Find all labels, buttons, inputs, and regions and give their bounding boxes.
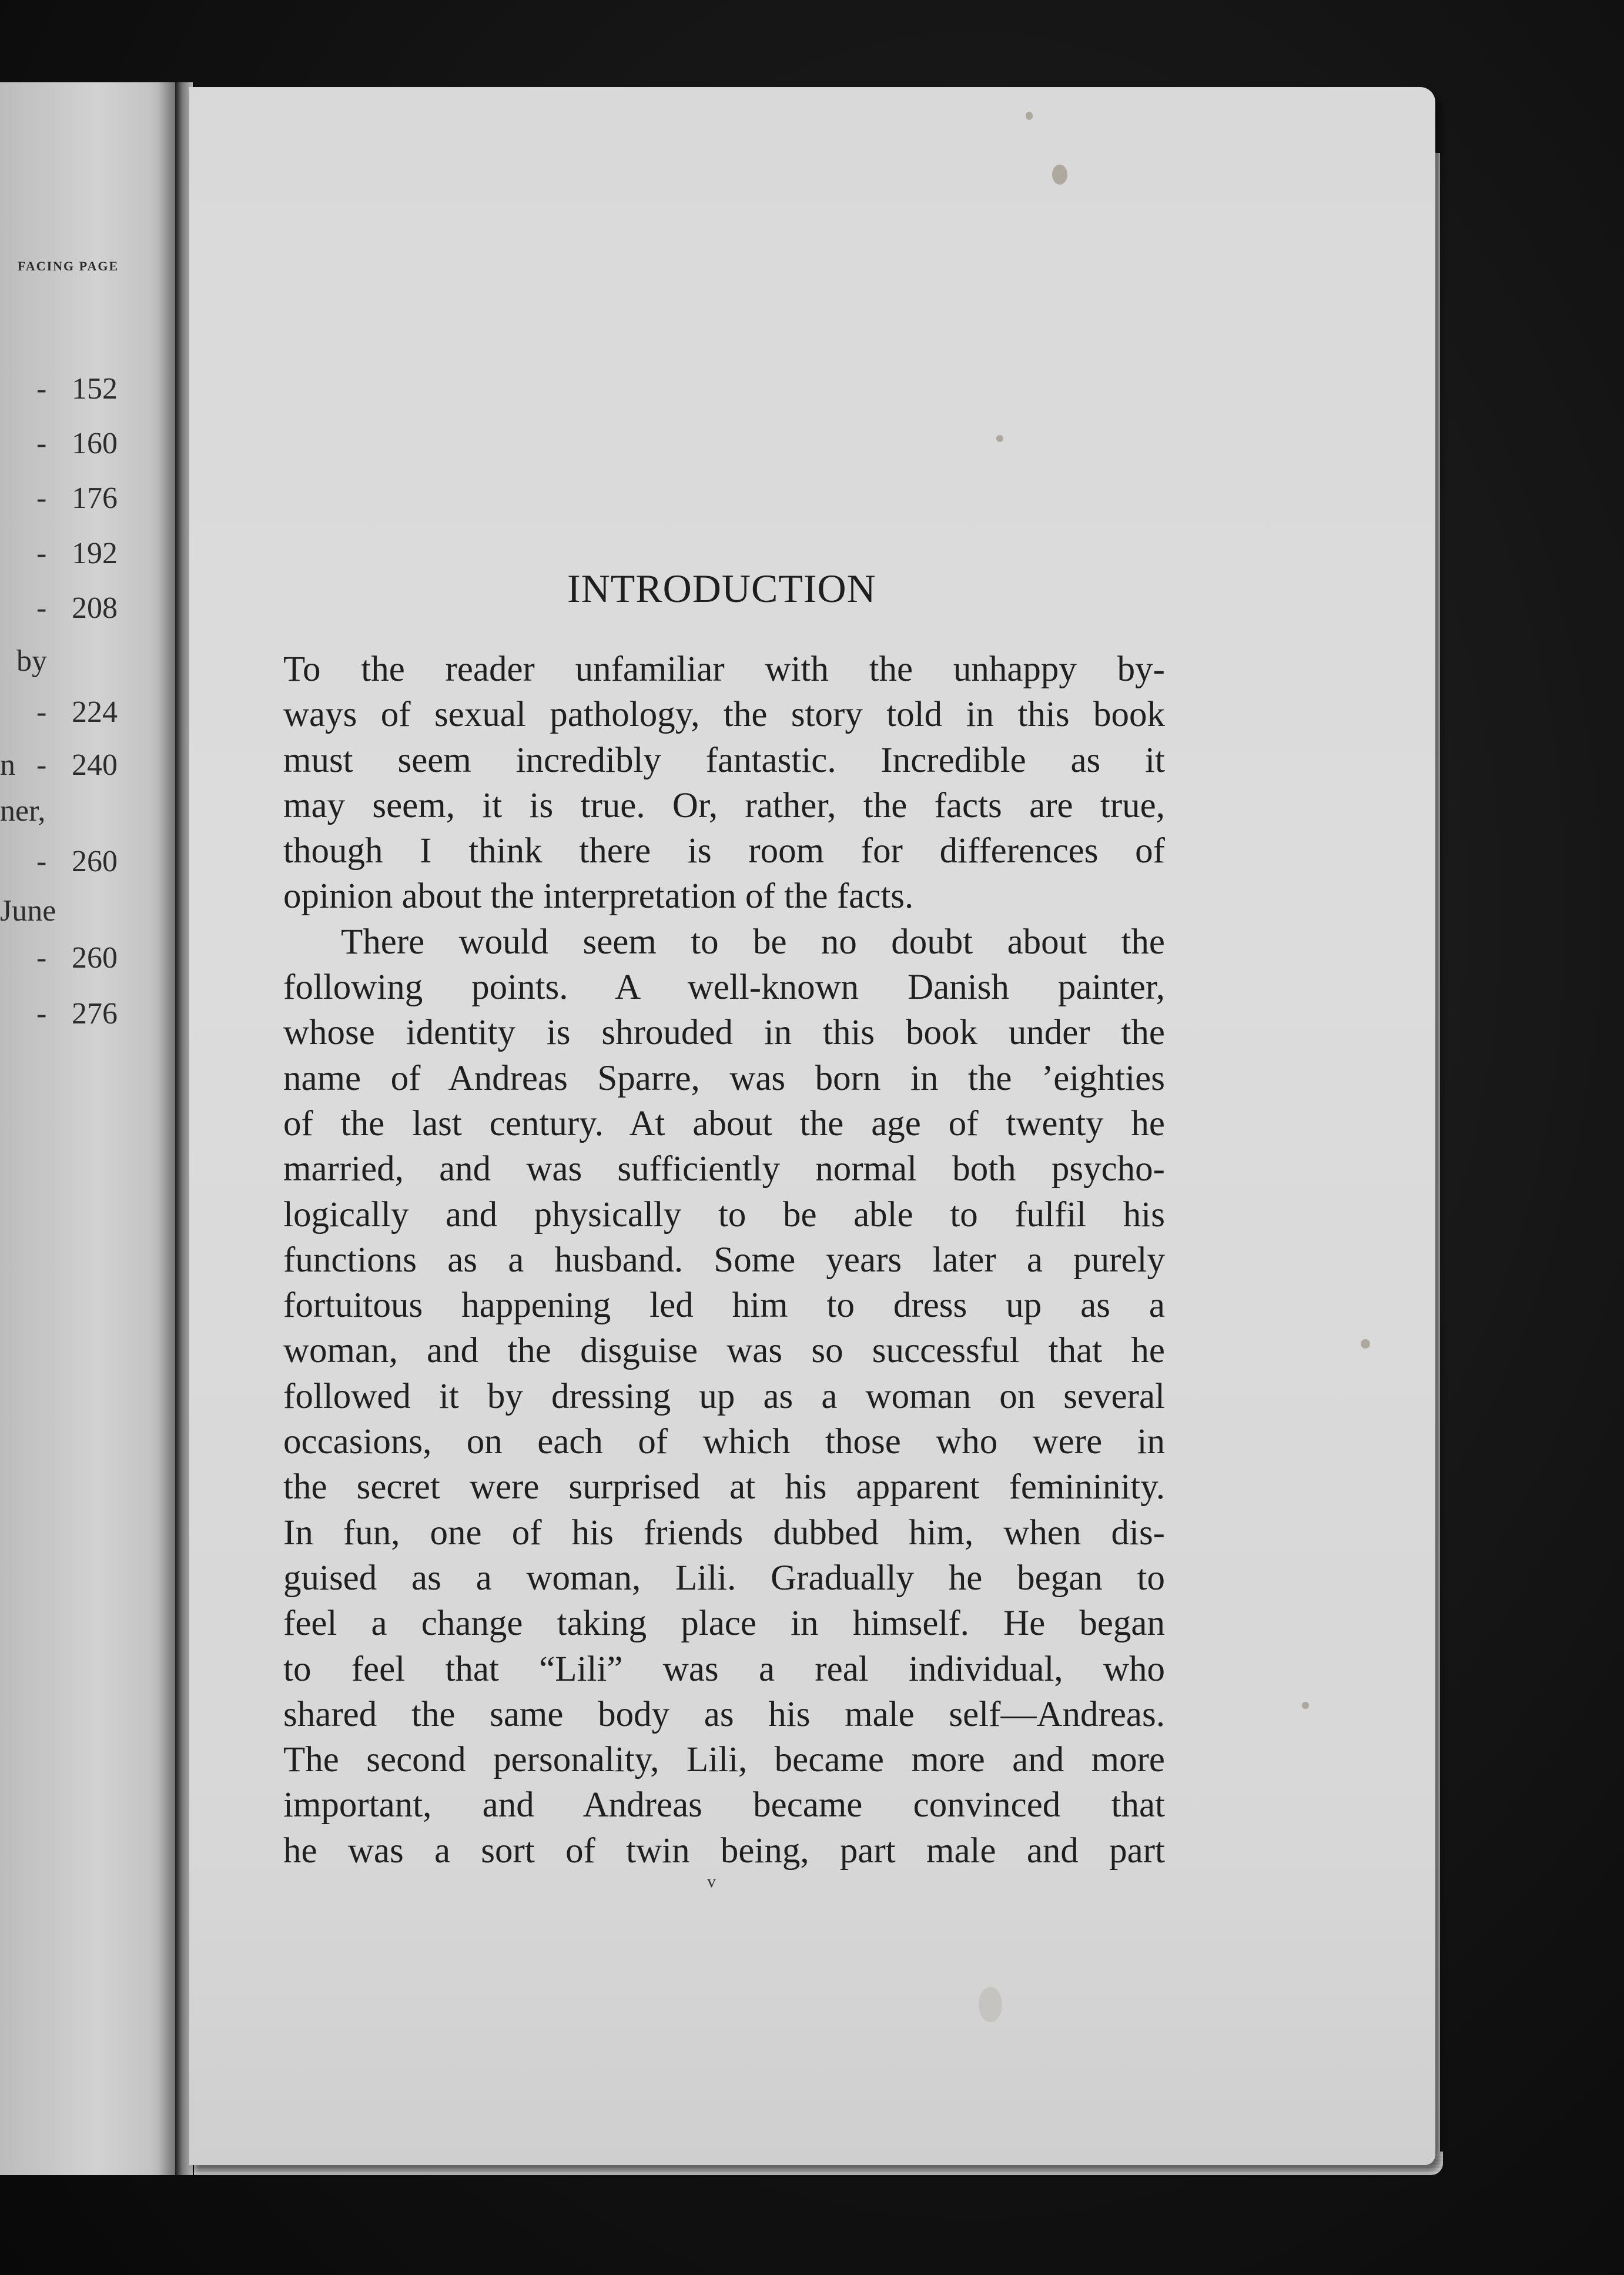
toc-leader: - bbox=[36, 537, 47, 570]
toc-leader: - bbox=[36, 591, 47, 625]
text-line: whose identity is shrouded in this book under the bbox=[283, 1013, 1165, 1053]
text-line: guised as a woman, Lili. Gradually he began to bbox=[283, 1558, 1165, 1598]
text-line: shared the same body as his male self—Andreas. bbox=[283, 1694, 1165, 1734]
toc-row bbox=[0, 426, 135, 461]
text-line: In fun, one of his friends dubbed him, when dis- bbox=[283, 1513, 1165, 1553]
toc-row bbox=[0, 695, 135, 730]
text-line: of the last century. At about the age of twenty he bbox=[283, 1103, 1165, 1143]
text-line: opinion about the interpretation of the facts. bbox=[283, 876, 914, 916]
toc-leader: - bbox=[36, 695, 47, 729]
text-line: There would seem to be no doubt about the bbox=[341, 922, 1165, 962]
text-line: though I think there is room for differences of bbox=[283, 831, 1165, 871]
text-line: The second personality, Lili, became more and more bbox=[283, 1740, 1165, 1780]
toc-page-number: 160 bbox=[72, 427, 118, 460]
text-line: married, and was sufficiently normal both psycho- bbox=[283, 1149, 1165, 1189]
toc-row bbox=[0, 844, 135, 879]
toc-row bbox=[0, 591, 135, 626]
toc-row bbox=[0, 536, 135, 571]
text-line: name of Andreas Sparre, was born in the ’eighties bbox=[283, 1058, 1165, 1098]
toc-page-number: 276 bbox=[72, 997, 118, 1031]
toc-page-number: 208 bbox=[72, 591, 118, 625]
toc-fragment: ner, bbox=[0, 794, 46, 828]
paper-speck bbox=[1361, 1339, 1370, 1349]
toc-fragment: by bbox=[16, 644, 47, 678]
toc-leader: - bbox=[36, 427, 47, 460]
toc-page-number: 260 bbox=[72, 845, 118, 878]
toc-header: FACING PAGE bbox=[18, 259, 119, 273]
toc-row bbox=[0, 794, 135, 829]
paper-stain bbox=[979, 1987, 1002, 2022]
toc-leader: - bbox=[36, 941, 47, 975]
text-line: logically and physically to be able to fulfil his bbox=[283, 1195, 1165, 1234]
toc-page-number: 260 bbox=[72, 941, 118, 975]
toc-page-number: 152 bbox=[72, 372, 118, 406]
chapter-title: INTRODUCTION bbox=[567, 566, 876, 611]
toc-row bbox=[0, 894, 135, 929]
toc-row bbox=[0, 481, 135, 516]
text-line: feel a change taking place in himself. He began bbox=[283, 1604, 1165, 1644]
text-line: may seem, it is true. Or, rather, the facts are true, bbox=[283, 785, 1165, 825]
text-line: the secret were surprised at his apparent femininity. bbox=[283, 1467, 1165, 1507]
text-line: following points. A well-known Danish painter, bbox=[283, 968, 1165, 1008]
text-line: followed it by dressing up as a woman on several bbox=[283, 1376, 1165, 1416]
toc-fragment: n bbox=[0, 748, 15, 782]
paper-speck bbox=[1026, 112, 1033, 120]
text-line: functions as a husband. Some years later a purely bbox=[283, 1240, 1165, 1280]
text-line: To the reader unfamiliar with the unhappy by- bbox=[283, 650, 1165, 689]
toc-row bbox=[0, 748, 135, 783]
text-line: he was a sort of twin being, part male and part bbox=[283, 1831, 1165, 1871]
toc-page-number: 240 bbox=[72, 748, 118, 782]
toc-page-number: 192 bbox=[72, 537, 118, 570]
toc-row bbox=[0, 941, 135, 976]
page-folio: v bbox=[707, 1872, 716, 1891]
paper-speck bbox=[1052, 165, 1067, 185]
toc-row bbox=[0, 644, 135, 679]
text-line: occasions, on each of which those who were in bbox=[283, 1422, 1165, 1462]
text-line: important, and Andreas became convinced that bbox=[283, 1785, 1165, 1825]
toc-leader: - bbox=[36, 748, 47, 782]
paper-speck bbox=[996, 435, 1003, 442]
text-line: fortuitous happening led him to dress up as a bbox=[283, 1286, 1165, 1326]
text-line: to feel that “Lili” was a real individual, who bbox=[283, 1649, 1165, 1689]
text-line: must seem incredibly fantastic. Incredible as it bbox=[283, 740, 1165, 780]
text-line: woman, and the disguise was so successful that he bbox=[283, 1331, 1165, 1371]
toc-fragment: June bbox=[0, 894, 56, 928]
toc-row bbox=[0, 996, 135, 1032]
toc-page-number: 224 bbox=[72, 695, 118, 729]
toc-leader: - bbox=[36, 845, 47, 878]
paper-speck bbox=[1302, 1702, 1309, 1709]
toc-page-number: 176 bbox=[72, 481, 118, 515]
toc-leader: - bbox=[36, 372, 47, 406]
introduction-body bbox=[283, 647, 1165, 1873]
text-line: ways of sexual pathology, the story told in this book bbox=[283, 695, 1165, 735]
toc-row bbox=[0, 372, 135, 407]
toc-leader: - bbox=[36, 997, 47, 1031]
toc-leader: - bbox=[36, 481, 47, 515]
